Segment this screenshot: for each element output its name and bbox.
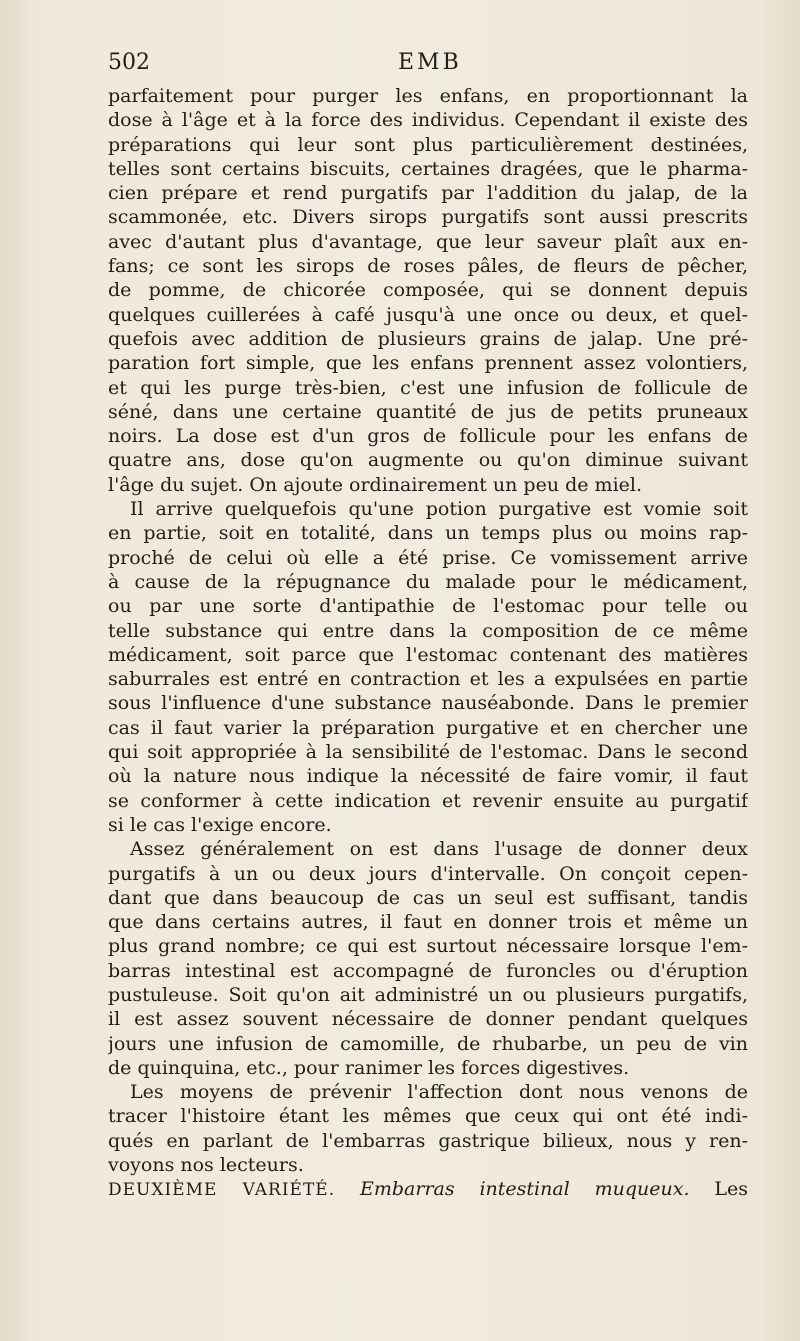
text-line: préparations qui leur sont plus particulièrement destinées, <box>108 133 748 156</box>
text-line: tracer l'histoire étant les mêmes que ceux qui ont été indi- <box>108 1105 748 1128</box>
text-line: sous l'influence d'une substance nauséabonde. Dans le premier <box>108 692 748 715</box>
text-line: pustuleuse. Soit qu'on ait administré un ou plusieurs purgatifs, <box>108 983 748 1006</box>
text-line: scammonée, etc. Divers sirops purgatifs sont aussi prescrits <box>108 206 748 229</box>
text-line: parfaitement pour purger les enfans, en proportionnant la <box>108 85 748 107</box>
continuation-word: Les <box>714 1178 748 1201</box>
text-line: plus grand nombre; ce qui est surtout nécessaire lorsque l'em- <box>108 935 748 958</box>
text-line: barras intestinal est accompagné de furoncles ou d'éruption <box>108 959 748 982</box>
text-line: séné, dans une certaine quantité de jus de petits pruneaux <box>108 400 748 423</box>
text-line: de quinquina, etc., pour ranimer les forces digestives. <box>108 1056 630 1079</box>
text-line: jours une infusion de camomille, de rhubarbe, un peu de vin <box>108 1032 748 1055</box>
text-line: noirs. La dose est d'un gros de follicule pour les enfans de <box>108 425 748 448</box>
text-line: à cause de la répugnance du malade pour le médicament, <box>108 570 748 593</box>
text-line: l'âge du sujet. On ajoute ordinairement un peu de miel. <box>108 473 643 496</box>
text-line: dose à l'âge et à la force des individus. Cependant il existe des <box>108 109 748 132</box>
text-line: si le cas l'exige encore. <box>108 813 332 836</box>
text-line: et qui les purge très-bien, c'est une infusion de follicule de <box>108 376 748 399</box>
text-line: saburrales est entré en contraction et les a expulsées en partie <box>108 668 748 691</box>
text-line: ou par une sorte d'antipathie de l'estomac pour telle ou <box>108 595 748 618</box>
text-line: telle substance qui entre dans la composition de ce même <box>108 619 748 642</box>
text-line: se conformer à cette indication et revenir ensuite au purgatif <box>108 789 748 812</box>
section-heading-line <box>108 1177 748 1201</box>
text-line: paration fort simple, que les enfans prennent assez volontiers, <box>108 352 748 375</box>
page-header <box>108 50 748 80</box>
body-text <box>108 84 748 1202</box>
text-line: voyons nos lecteurs. <box>108 1154 304 1177</box>
text-line: telles sont certains biscuits, certaines dragées, que le pharma- <box>108 157 748 180</box>
text-line: qués en parlant de l'embarras gastrique bilieux, nous y ren- <box>108 1129 748 1152</box>
text-line: où la nature nous indique la nécessité de faire vomir, il faut <box>108 765 748 788</box>
text-line: il est assez souvent nécessaire de donner pendant quelques <box>108 1008 748 1031</box>
text-line: proché de celui où elle a été prise. Ce vomissement arrive <box>108 546 748 569</box>
text-line: en partie, soit en totalité, dans un temps plus ou moins rap- <box>108 522 748 545</box>
paragraph-start-line: Il arrive quelquefois qu'une potion purgative est vomie soit <box>130 498 748 521</box>
text-line: cien prépare et rend purgatifs par l'addition du jalap, de la <box>108 182 748 205</box>
paragraph-start-line: Assez généralement on est dans l'usage de donner deux <box>130 838 748 861</box>
text-line: fans; ce sont les sirops de roses pâles, de fleurs de pêcher, <box>108 255 748 278</box>
text-line: quefois avec addition de plusieurs grains de jalap. Une pré- <box>108 327 748 350</box>
text-line: purgatifs à un ou deux jours d'intervalle. On conçoit cepen- <box>108 862 748 885</box>
text-line: cas il faut varier la préparation purgative et en chercher une <box>108 716 748 739</box>
page-number: 502 <box>108 50 150 75</box>
text-line: quatre ans, dose qu'on augmente ou qu'on diminue suivant <box>108 449 748 472</box>
text-line: quelques cuillerées à café jusqu'à une once ou deux, et quel- <box>108 303 748 326</box>
text-line: de pomme, de chicorée composée, qui se donnent depuis <box>108 279 748 302</box>
variety-title: Embarras intestinal muqueux. <box>359 1178 690 1201</box>
text-line: avec d'autant plus d'avantage, que leur saveur plaît aux en- <box>108 230 748 253</box>
running-head: EMB <box>398 50 462 75</box>
text-line: qui soit appropriée à la sensibilité de l'estomac. Dans le second <box>108 741 748 764</box>
text-line: que dans certains autres, il faut en donner trois et même un <box>108 911 748 934</box>
text-line: médicament, soit parce que l'estomac contenant des matières <box>108 643 748 666</box>
text-line: dant que dans beaucoup de cas un seul est suffisant, tandis <box>108 886 748 909</box>
variety-label: DEUXIÈME VARIÉTÉ. <box>108 1180 336 1201</box>
paragraph-start-line: Les moyens de prévenir l'affection dont nous venons de <box>130 1081 748 1104</box>
